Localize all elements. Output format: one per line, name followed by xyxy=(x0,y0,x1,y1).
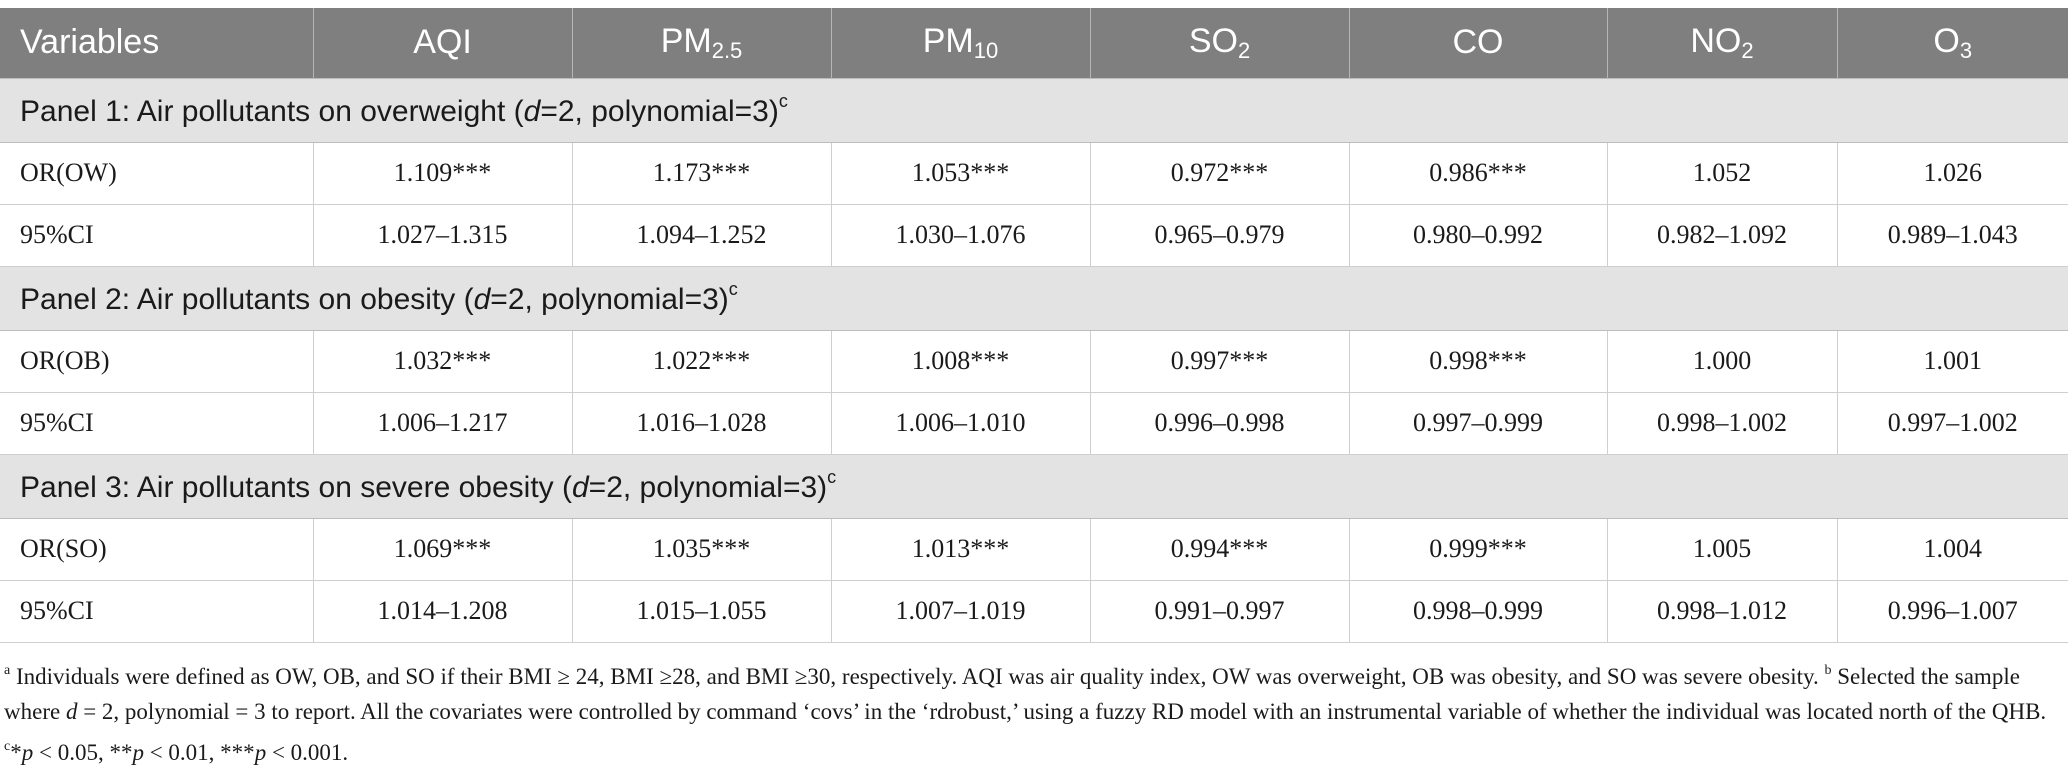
table-cell: 0.980–0.992 xyxy=(1349,204,1607,266)
header-pm10: $PM_{10}$ xyxy=(831,8,1090,78)
header-pm25: $PM_{2.5}$ xyxy=(572,8,831,78)
table-cell: 0.998–1.012 xyxy=(1607,580,1837,642)
results-table-container xyxy=(0,8,2068,770)
table-cell: 1.015–1.055 xyxy=(572,580,831,642)
header-aqi: AQI xyxy=(313,8,572,78)
table-cell: 0.982–1.092 xyxy=(1607,204,1837,266)
panel-2-header xyxy=(0,266,2068,330)
panel-title: Panel 1: Air pollutants on overweight (d=2, polynomial=3)$^c$ xyxy=(0,78,2068,142)
header-co: CO xyxy=(1349,8,1607,78)
header-so2: $SO_2$ xyxy=(1090,8,1349,78)
panel-title: Panel 2: Air pollutants on obesity (d=2, polynomial=3)$^c$ xyxy=(0,266,2068,330)
table-cell: 1.035*** xyxy=(572,518,831,580)
table-cell: 1.173*** xyxy=(572,142,831,204)
table-cell: 0.997–1.002 xyxy=(1837,392,2068,454)
table-cell: 1.022*** xyxy=(572,330,831,392)
table-cell: 0.972*** xyxy=(1090,142,1349,204)
table-cell: 0.994*** xyxy=(1090,518,1349,580)
table-cell: 1.109*** xyxy=(313,142,572,204)
table-cell: 0.997*** xyxy=(1090,330,1349,392)
table-cell: 0.998–0.999 xyxy=(1349,580,1607,642)
table-cell: 0.996–1.007 xyxy=(1837,580,2068,642)
table-row xyxy=(0,580,2068,642)
row-label: OR(OW) xyxy=(0,142,313,204)
table-cell: 1.052 xyxy=(1607,142,1837,204)
table-cell: 0.997–0.999 xyxy=(1349,392,1607,454)
table-cell: 1.094–1.252 xyxy=(572,204,831,266)
table-cell: 1.026 xyxy=(1837,142,2068,204)
panel-1-header xyxy=(0,78,2068,142)
table-cell: 0.996–0.998 xyxy=(1090,392,1349,454)
table-row xyxy=(0,142,2068,204)
table-cell: 1.027–1.315 xyxy=(313,204,572,266)
table-row xyxy=(0,392,2068,454)
table-row xyxy=(0,204,2068,266)
table-row xyxy=(0,518,2068,580)
table-cell: 1.016–1.028 xyxy=(572,392,831,454)
table-cell: 1.004 xyxy=(1837,518,2068,580)
row-label: OR(OB) xyxy=(0,330,313,392)
header-variables: Variables xyxy=(20,23,160,62)
panel-3-header xyxy=(0,454,2068,518)
table-cell: 1.000 xyxy=(1607,330,1837,392)
header-no2: $NO_2$ xyxy=(1607,8,1837,78)
panel-title: Panel 3: Air pollutants on severe obesity (d=2, polynomial=3)$^c$ xyxy=(0,454,2068,518)
table-cell: 1.008*** xyxy=(831,330,1090,392)
row-label: 95%CI xyxy=(0,204,313,266)
row-label: 95%CI xyxy=(0,392,313,454)
table-cell: 0.998–1.002 xyxy=(1607,392,1837,454)
table-cell: 0.986*** xyxy=(1349,142,1607,204)
table-cell: 1.007–1.019 xyxy=(831,580,1090,642)
table-cell: 1.006–1.010 xyxy=(831,392,1090,454)
table-cell: 1.053*** xyxy=(831,142,1090,204)
results-table xyxy=(0,8,2068,643)
header-o3: $O_3$ xyxy=(1837,8,2068,78)
table-row xyxy=(0,330,2068,392)
table-cell: 1.006–1.217 xyxy=(313,392,572,454)
table-cell: 0.965–0.979 xyxy=(1090,204,1349,266)
header-row xyxy=(0,8,2068,78)
table-cell: 0.991–0.997 xyxy=(1090,580,1349,642)
row-label: 95%CI xyxy=(0,580,313,642)
table-cell: 0.999*** xyxy=(1349,518,1607,580)
table-cell: 1.030–1.076 xyxy=(831,204,1090,266)
table-cell: 1.069*** xyxy=(313,518,572,580)
table-cell: 0.989–1.043 xyxy=(1837,204,2068,266)
table-cell: 1.013*** xyxy=(831,518,1090,580)
table-cell: 1.005 xyxy=(1607,518,1837,580)
table-cell: 1.014–1.208 xyxy=(313,580,572,642)
table-footnote: $^a$ Individuals were defined as OW, OB, and SO if their BMI ≥ 24, BMI ≥28, and BMI ≥30, respectively. AQI was air quality index, OW was overweight, OB was obesity, and SO was severe obesity. $^b$ Selected the sample where d = 2, polynomial = 3 to report. All the covariates were controlled by command ‘covs’ in the ‘rdrobust,’ using a fuzzy RD model with an instrumental variable of whether the individual was located north of the QHB. $^c$*p < 0.05, **p < 0.01, ***p < 0.001. xyxy=(4,662,2047,765)
table-cell: 1.032*** xyxy=(313,330,572,392)
table-cell: 0.998*** xyxy=(1349,330,1607,392)
table-cell: 1.001 xyxy=(1837,330,2068,392)
row-label: OR(SO) xyxy=(0,518,313,580)
